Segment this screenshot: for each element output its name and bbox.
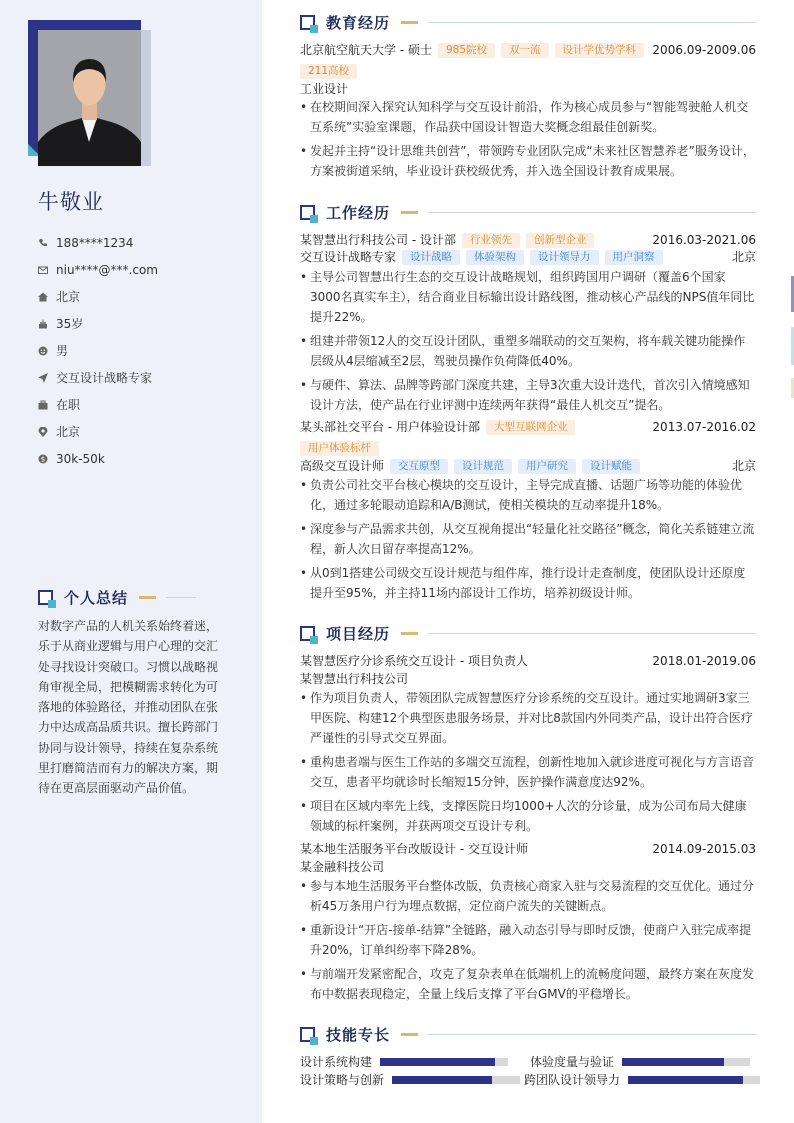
bullet-item [300,331,756,371]
bullet-dot-icon: • [300,799,308,813]
job-header-row [300,232,756,248]
tag: 985院校 [438,43,495,58]
location-icon [38,427,48,437]
section-divider [428,1034,756,1035]
sidebar [0,0,262,1123]
section-gold-accent [401,211,418,214]
job-position-row [300,249,756,265]
section-divider [428,22,756,23]
project-header-row [300,653,756,669]
contact-info-row [38,256,158,283]
contact-info-text: 交互设计战略专家 [56,371,153,385]
home-icon [38,292,48,302]
bullet-text: 参与本地生活服务平台整体改版，负责核心商家入驻与交易流程的交互优化。通过分析45万条用户行为埋点数据，定位商户流失的关键断点。 [310,879,755,913]
date-range: 2014.09-2015.03 [652,842,756,856]
tag: 设计战略 [402,250,460,265]
bullet-item [300,563,756,603]
section-title: 工作经历 [326,204,391,222]
contact-info-text: niu****@***.com [56,262,158,277]
bullet-text: 重构患者端与医生工作站的多端交互流程，创新性地加入就诊进度可视化与方言语音交互，患者平均就诊时长缩短15分钟，医护操作满意度达92%。 [310,755,755,789]
bullet-item [300,752,756,792]
section-title: 技能专长 [326,1026,391,1044]
briefcase-icon [38,400,48,410]
job-city: 北京 [731,459,756,473]
section-marker-icon [300,1027,315,1042]
job-position-row [300,458,756,474]
skill-level-fill [622,1058,724,1066]
bullet-dot-icon: • [300,100,308,114]
tag: 用户体验标杆 [300,441,379,456]
tag: 大型互联网企业 [486,420,576,435]
school-name: 北京航空航天大学 - 硕士 [300,43,432,57]
cake-icon [38,319,48,329]
company-name: 某头部社交平台 - 用户体验设计部 [300,420,480,434]
date-range: 2013.07-2016.02 [652,420,756,434]
bullet-text: 与硬件、算法、品牌等跨部门深度共建，主导3次重大设计迭代，首次引入情境感知设计方法，使产品在行业评测中连续两年获得“最佳人机交互”提名。 [310,378,750,412]
contact-info-text: 男 [56,344,69,358]
bullet-item [300,688,756,748]
work-section-header [300,202,756,223]
section-gold-accent [139,596,156,599]
bullet-dot-icon: • [300,270,308,284]
tag: 设计赋能 [582,459,640,474]
section-marker-icon [300,205,315,220]
section-title: 教育经历 [326,14,391,32]
project-company: 某智慧出行科技公司 [300,672,409,686]
education-section-header [300,12,756,33]
tag: 双一流 [501,43,549,58]
contact-info-list [38,229,158,472]
bullet-item [300,267,756,327]
tag: 体验架构 [466,250,524,265]
education-tag-row [300,64,756,79]
bullet-item [300,375,756,415]
contact-info-row [38,229,158,256]
bullet-item [300,475,756,515]
svg-text:$: $ [40,455,46,464]
contact-info-row [38,445,158,472]
project-company: 某金融科技公司 [300,860,385,874]
skill-level-fill [628,1076,743,1084]
tag: 设计学优势学科 [555,43,645,58]
bullet-text: 在校期间深入探究认知科学与交互设计前沿，作为核心成员参与“智能驾驶舱人机交互系统”实验室课题，作品获中国设计智造大奖概念组最佳创新奖。 [310,100,749,134]
tag: 交互原型 [390,459,448,474]
contact-info-row [38,418,158,445]
date-range: 2016.03-2021.06 [652,233,756,247]
bullet-dot-icon: • [300,334,308,348]
section-gold-accent [401,632,418,635]
contact-info-row [38,283,158,310]
section-marker-icon [300,626,315,641]
tag: 用户洞察 [605,250,663,265]
mail-icon [38,265,48,275]
bullet-dot-icon: • [300,478,308,492]
section-marker-icon [300,15,315,30]
phone-icon [38,238,48,248]
skill-level-fill [392,1076,492,1084]
section-gold-accent [401,21,418,24]
bullet-item [300,796,756,836]
contact-info-row [38,310,158,337]
bullet-item [300,876,756,916]
skill-name: 设计策略与创新 [300,1073,385,1087]
send-icon [38,373,48,383]
bullet-dot-icon: • [300,967,308,981]
tag: 设计规范 [454,459,512,474]
skill-level-bar [622,1058,750,1066]
project-name: 某智慧医疗分诊系统交互设计 - 项目负责人 [300,654,528,668]
skill-name: 跨团队设计领导力 [524,1073,621,1087]
bullet-text: 项目在区域内率先上线，支撑医院日均1000+人次的分诊量，成为公司布局大健康领域的标杆案例，并获两项交互设计专利。 [310,799,747,833]
section-title: 项目经历 [326,625,391,643]
bullet-dot-icon: • [300,879,308,893]
contact-info-text: 在职 [56,398,81,412]
bullet-dot-icon: • [300,522,308,536]
skill-level-bar [628,1076,760,1084]
contact-info-text: 北京 [56,290,81,304]
bullet-text: 与前端开发紧密配合，攻克了复杂表单在低端机上的流畅度问题，最终方案在灰度发布中数据表现稳定，全量上线后支撑了平台GMV的平稳增长。 [310,967,755,1001]
bullet-dot-icon: • [300,378,308,392]
skill-level-bar [392,1076,520,1084]
skill-level-bar [380,1058,508,1066]
bullet-item [300,920,756,960]
job-city: 北京 [731,250,756,264]
skill-item [300,1053,508,1070]
project-name: 某本地生活服务平台改版设计 - 交互设计师 [300,842,528,856]
contact-info-text: 北京 [56,425,81,439]
skill-name: 体验度量与验证 [530,1055,615,1069]
bullet-text: 重新设计“开店-接单-结算”全链路，融入动态引导与即时反馈，使商户入驻完成率提升20%，订单纠纷率下降28%。 [310,923,752,957]
avatar [38,30,141,166]
skill-name: 设计系统构建 [300,1055,373,1069]
bullet-text: 主导公司智慧出行生态的交互设计战略规划，组织跨国用户调研（覆盖6个国家3000名真实车主），结合商业目标输出设计路线图，推动核心产品线的NPS值年同比提升22%。 [310,270,755,324]
project-header-row [300,841,756,857]
contact-info-row [38,364,158,391]
summary-text: 对数字产品的人机关系始终着迷，乐于从商业逻辑与用户心理的交汇处寻找设计突破口。习惯以战略视角审视全局，把模糊需求转化为可落地的体验路径，并推动团队在张力中达成高品质共识。擅长跨部门协同与设计领导，持续在复杂系统里打磨简洁而有力的解决方案，期待在更高层面驱动产品价值。 [38,619,219,796]
bullet-text: 作为项目负责人，带领团队完成智慧医疗分诊系统的交互设计。通过实地调研3家三甲医院、构建12个典型医患服务场景，并对比8款国内外同类产品，设计出符合医疗严谨性的引导式交互界面。 [310,691,753,745]
tag: 211高校 [300,64,357,79]
skill-item [524,1071,760,1088]
bullet-text: 组建并带领12人的交互设计团队，重塑多端联动的交互架构，将车载关键功能操作层级从4层缩减至2层，驾驶员操作负荷降低40%。 [310,334,746,368]
salary-icon [38,454,48,464]
bullet-dot-icon: • [300,923,308,937]
candidate-name: 牛敬业 [38,190,104,214]
project-company-row [300,859,756,875]
job-tag-row [300,441,756,456]
bullet-text: 负责公司社交平台核心模块的交互设计，主导完成直播、话题广场等功能的体验优化，通过多轮眼动追踪和A/B测试，使相关模块的互动率提升18%。 [310,478,743,512]
section-marker-icon [38,590,53,605]
company-name: 某智慧出行科技公司 - 设计部 [300,233,456,247]
bullet-text: 深度参与产品需求共创，从交互视角提出“轻量化社交路径”概念，简化关系链建立流程，新人次日留存率提高12%。 [310,522,755,556]
education-header-row [300,42,756,58]
tag: 行业领先 [462,233,520,248]
section-divider [428,633,756,634]
bullet-item [300,141,756,181]
contact-info-text: 35岁 [56,317,84,331]
skills-section-header [300,1024,756,1045]
project-company-row [300,671,756,687]
section-divider [166,597,196,598]
section-gold-accent [401,1033,418,1036]
skill-item [300,1071,520,1088]
position-title: 高级交互设计师 [300,459,385,473]
skill-level-fill [380,1058,495,1066]
bullet-item [300,97,756,137]
bullet-item [300,519,756,559]
date-range: 2006.09-2009.06 [652,43,756,57]
bullet-dot-icon: • [300,566,308,580]
skill-item [530,1053,750,1070]
bullet-dot-icon: • [300,755,308,769]
summary-title: 个人总结 [64,589,129,607]
contact-info-row [38,391,158,418]
major: 工业设计 [300,82,349,96]
job-header-row [300,419,756,435]
section-divider [428,212,756,213]
gender-icon [38,346,48,356]
contact-info-row [38,337,158,364]
contact-info-text: 30k-50k [56,451,105,466]
bullet-text: 从0到1搭建公司级交互设计规范与组件库，推行设计走查制度，使团队设计还原度提升至95%，并主持11场内部设计工作坊，培养初级设计师。 [310,566,746,600]
date-range: 2018.01-2019.06 [652,654,756,668]
summary-section-header [38,587,220,608]
bullet-text: 发起并主持“设计思维共创营”，带领跨专业团队完成“未来社区智慧养老”服务设计，方案被街道采纳，毕业设计获校级优秀，并入选全国设计教育成果展。 [310,144,755,178]
contact-info-text: 188****1234 [56,235,134,250]
bullet-dot-icon: • [300,144,308,158]
tag: 设计领导力 [530,250,599,265]
position-title: 交互设计战略专家 [300,250,397,264]
tag: 创新型企业 [526,233,595,248]
bullet-dot-icon: • [300,691,308,705]
tag: 用户研究 [518,459,576,474]
bullet-item [300,964,756,1004]
projects-section-header [300,623,756,644]
